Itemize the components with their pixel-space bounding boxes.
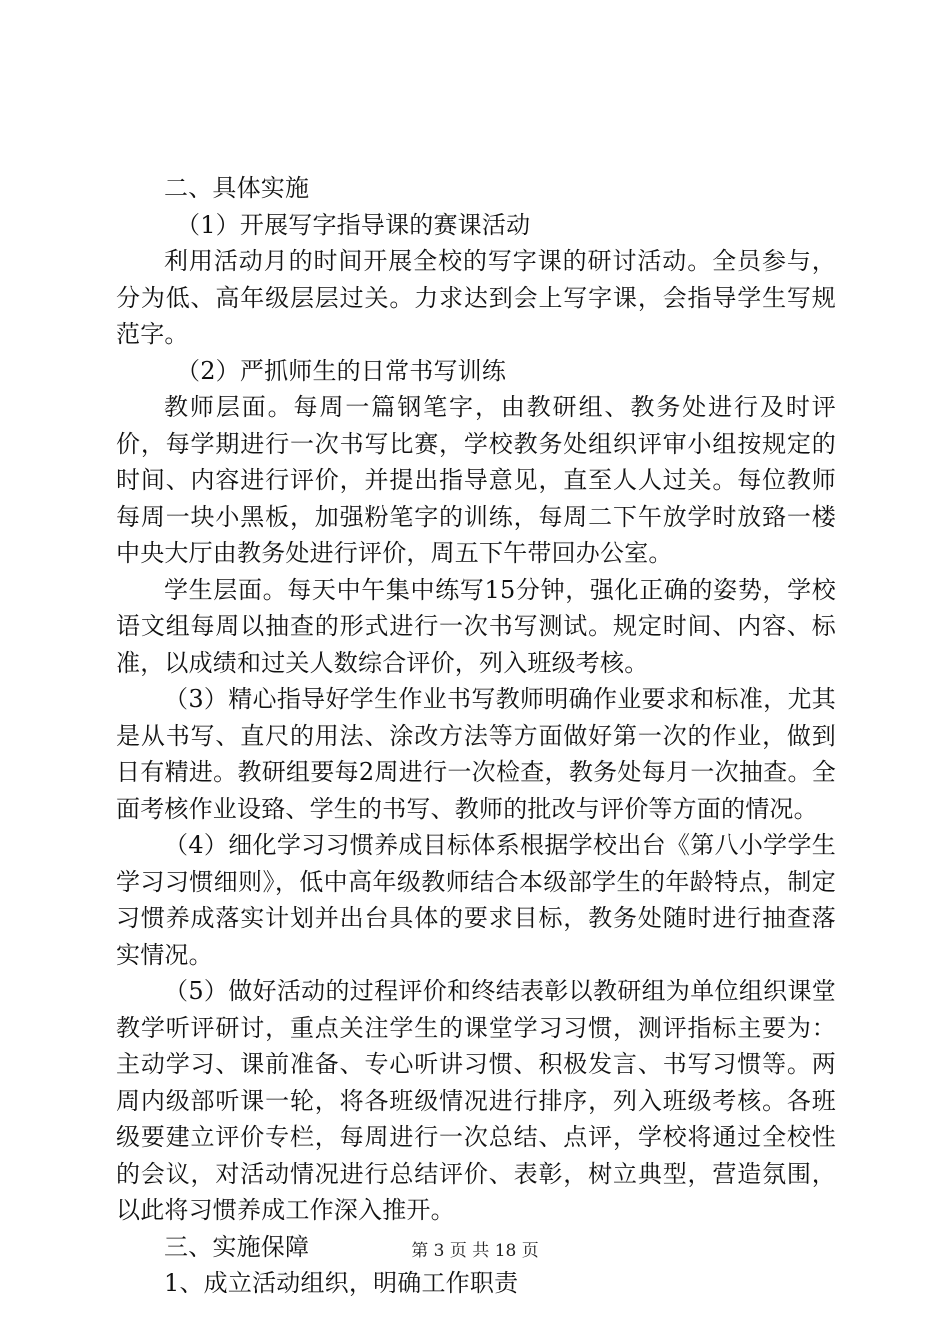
item-2-student-paragraph: 学生层面。每天中午集中练写15分钟，强化正确的姿势，学校语文组每周以抽查的形式进行一次书写测试。规定时间、内容、标准，以成绩和过关人数综合评价，列入班级考核。 [116, 575, 836, 677]
item-1-title: （1）开展写字指导课的赛课活动 [176, 210, 531, 239]
document-body [116, 170, 836, 1302]
item-4-paragraph: （4）细化学习习惯养成目标体系根据学校出台《第八小学学生学习习惯细则》，低中高年级教师结合本级部学生的年龄特点，制定习惯养成落实计划并出台具体的要求目标，教务处随时进行抽查落实情况。 [116, 831, 836, 969]
item-5-paragraph: （5）做好活动的过程评价和终结表彰以教研组为单位组织课堂教学听评研讨，重点关注学生的课堂学习习惯，测评指标主要为：主动学习、课前准备、专心听讲习惯、积极发言、书写习惯等。两周内级部听课一轮，将各班级情况进行排序，列入班级考核。各班级要建立评价专栏，每周进行一次总结、点评，学校将通过全校性的会议，对活动情况进行总结评价、表彰，树立典型，营造氛围，以此将习惯养成工作深入推开。 [116, 977, 836, 1224]
item-1-body: 利用活动月的时间开展全校的写字课的研讨活动。全员参与，分为低、高年级层层过关。力求达到会上写字课，会指导学生写规范字。 [116, 247, 836, 348]
section-heading-implementation: 二、具体实施 [164, 174, 310, 202]
sub-item-1: 1、成立活动组织，明确工作职责 [164, 1269, 519, 1297]
page-footer: 第 3 页 共 18 页 [411, 1241, 539, 1261]
item-2-teacher-paragraph: 教师层面。每周一篇钢笔字，由教研组、教务处进行及时评价，每学期进行一次书写比赛，学校教务处组织评审小组按规定的时间、内容进行评价，并提出指导意见，直至人人过关。每位教师每周一块小黑板，加强粉笔字的训练，每周二下午放学时放臵一楼中央大厅由教务处进行评价，周五下午带回办公室。 [116, 393, 836, 567]
section-heading-guarantee: 三、实施保障 [164, 1232, 310, 1261]
item-3-paragraph: （3）精心指导好学生作业书写教师明确作业要求和标准，尤其是从书写、直尺的用法、涂改方法等方面做好第一次的作业，做到日有精进。教研组要每2周进行一次检查，教务处每月一次抽查。全面考核作业设臵、学生的书写、教师的批改与评价等方面的情况。 [116, 685, 836, 823]
item-2-title: （2）严抓师生的日常书写训练 [176, 356, 507, 385]
